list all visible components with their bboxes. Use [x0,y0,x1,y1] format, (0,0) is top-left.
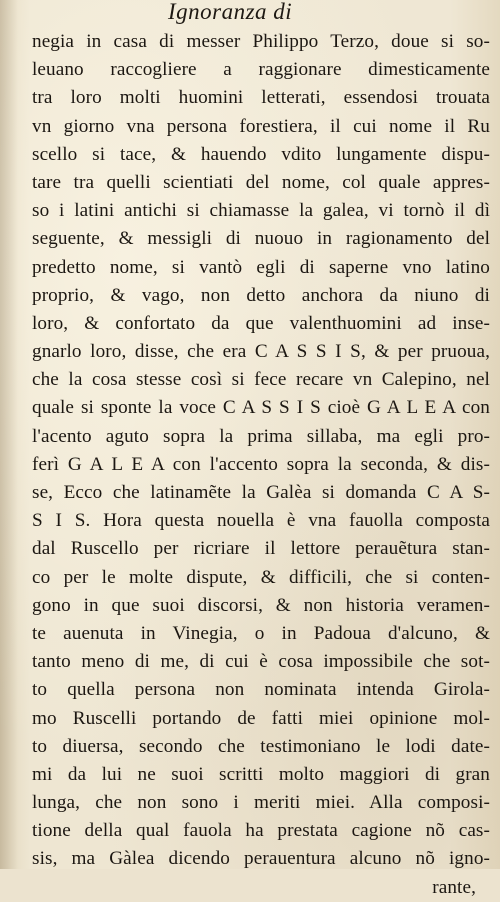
text-line: seguente, & messigli di nuouo in ragionamento del [32,228,490,250]
text-line: che la cosa stesse così si fece recare vn Calepino, nel [32,369,490,391]
text-line: loro, & confortato da que valenthuomini ad inse- [32,312,490,334]
text-line: quale si sponte la voce C A S S I S cioè G A L E A con [32,397,490,419]
text-line: mi da lui ne suoi scritti molto maggiori di gran [32,763,490,785]
text-line: to quella persona non nominata intenda Girola- [32,679,490,701]
text-line: gono in que suoi discorsi, & non historia veramen- [32,594,490,616]
text-line: te auenuta in Vinegia, o in Padoua d'alcuno, & [32,622,490,644]
text-line: predetto nome, si vantò egli di saperne vno latino [32,256,490,278]
text-line: tione della qual fauola ha prestata cagione nõ cas- [32,820,490,842]
text-line: proprio, & vago, non detto anchora da niuno di [32,284,490,306]
text-line: lunga, che non sono i meriti miei. Alla composi- [32,792,490,814]
text-line: mo Ruscelli portando de fatti miei opinione mol- [32,707,490,729]
text-line: l'acento aguto sopra la prima sillaba, ma egli pro- [32,425,490,447]
text-line: ferì G A L E A con l'accento sopra la seconda, & dis- [32,453,490,475]
gutter-shadow [0,0,18,869]
text-line: tanto meno di me, di cui è cosa impossibile che sot- [32,651,490,673]
text-line: scello si tace, & hauendo vdito lungamente dispu- [32,143,490,165]
text-line: so i latini antichi si chiamasse la galea, vi tornò il dì [32,200,490,222]
text-line: to diuersa, secondo che testimoniano le lodi date- [32,735,490,757]
text-line: tare tra quelli scientiati del nome, col quale appres- [32,171,490,193]
text-line: vn giorno vna persona forestiera, il cui nome il Ru [32,115,490,137]
text-line: dal Ruscello per ricriare il lettore perauẽtura stan- [32,538,490,560]
text-line: gnarlo loro, disse, che era C A S S I S, & per pruoua, [32,341,490,363]
running-head: Ignoranza di [168,0,293,24]
text-line: leuano raccogliere a raggionare dimesticamente [32,59,490,81]
text-line: negia in casa di messer Philippo Terzo, doue si so- [32,31,490,52]
text-line: S I S. Hora questa nouella è vna fauolla composta [32,510,490,532]
text-line: sis, ma Gàlea dicendo perauentura alcuno nõ igno- [32,848,490,870]
text-line: se, Ecco che latinamẽte la Galèa si domanda C A S- [32,482,490,503]
text-line: tra loro molti huomini letterati, essendosi trouata [32,87,490,109]
text-line: co per le molte dispute, & difficili, che si conten- [32,566,490,588]
catchword: rante, [432,876,476,898]
body-text [32,28,490,902]
